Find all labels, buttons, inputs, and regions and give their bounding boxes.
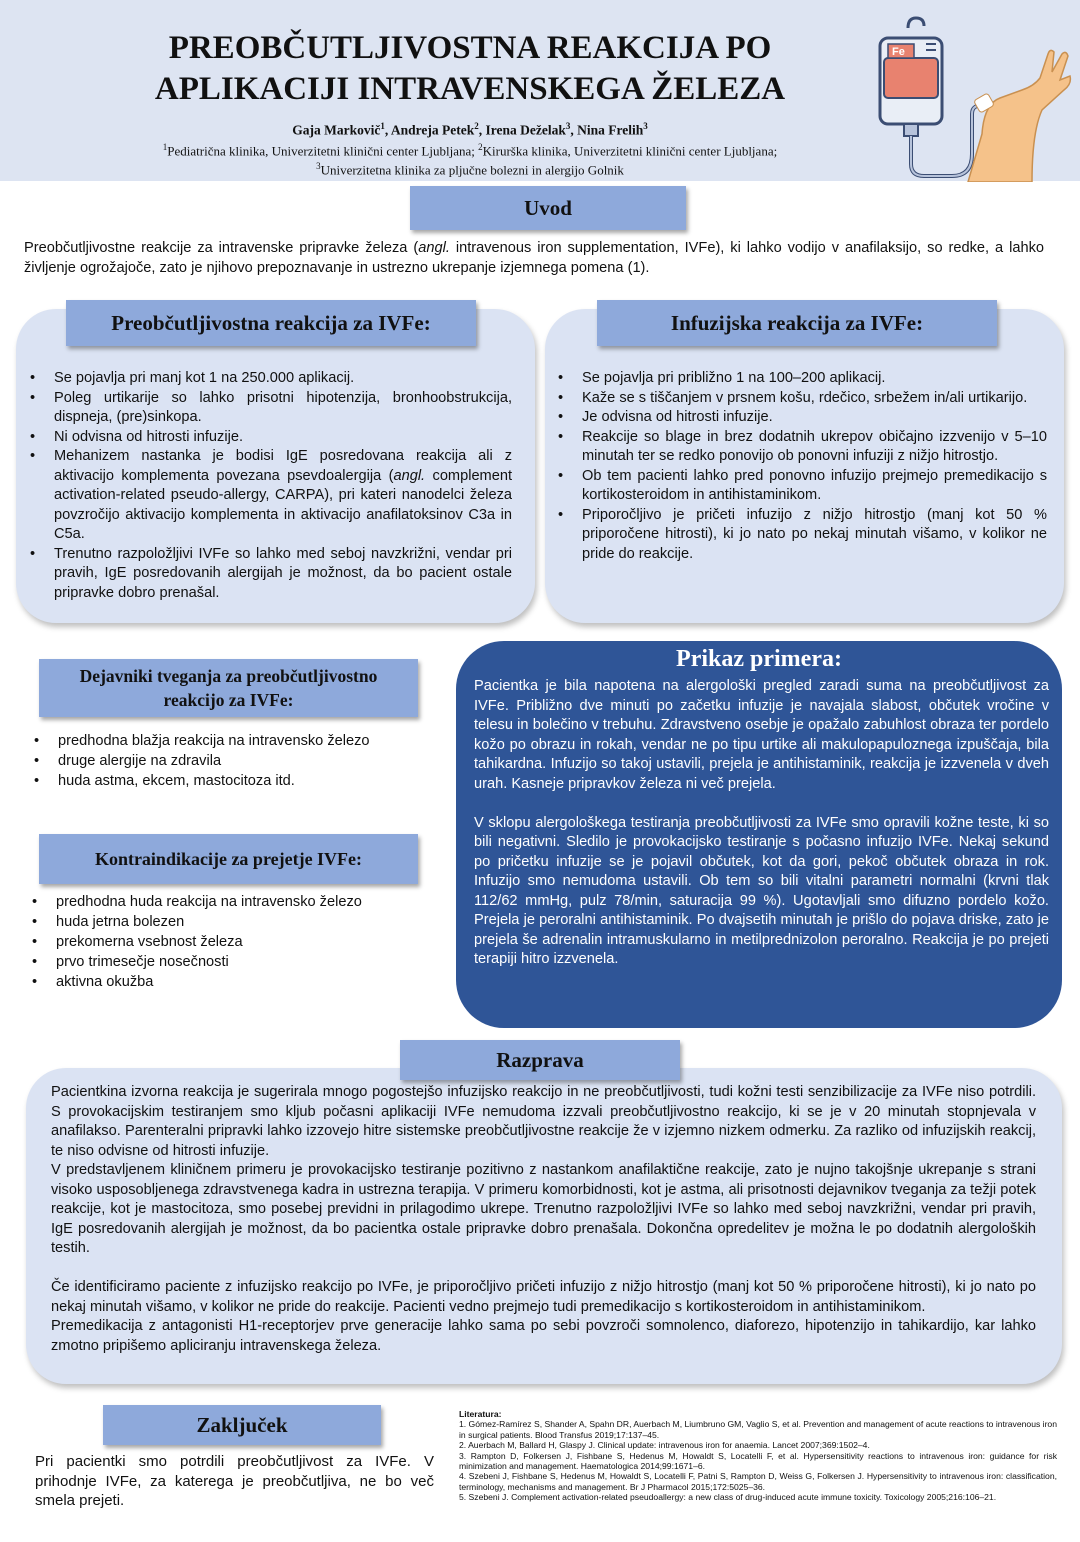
title-line-1: PREOBČUTLJIVOSTNA REAKCIJA PO xyxy=(168,30,772,66)
contra-list xyxy=(20,892,440,992)
contra-list-wrap xyxy=(20,892,440,992)
list-item: • Reakcije so blage in brez dodatnih ukrepov običajno izzvenijo v 5–10 minutah ter se redko ponovijo ob ponovni infuziji z nižjo hitrostjo. xyxy=(582,428,1047,467)
reference-item: 2. Auerbach M, Ballard H, Glaspy J. Clinical update: intravenous iron for anaemia. Lancet 2007;369:1502–4. xyxy=(459,1440,870,1451)
intro-text xyxy=(24,239,1044,278)
conclusion-text: Pri pacientki smo potrdili preobčutljivost za IVFe. V prihodnje IVFe, za katerega je preobčutljiva, ne bo več smela prejeti. xyxy=(35,1453,434,1509)
affil-sup: 1 xyxy=(162,142,168,152)
list-item: • Ni odvisna od hitrosti infuzije. xyxy=(54,428,512,448)
author-sup: 3 xyxy=(643,121,648,131)
list-item: • druge alergije na zdravila xyxy=(58,751,432,771)
reference-item: 1. Gómez-Ramírez S, Shander A, Spahn DR, Auerbach M, Liumbruno GM, Vaglio S, et al. Prevention and management of acute reactions to intravenous iron in surgical patients. Blood Transfus 2019;17:137–45. xyxy=(459,1419,1057,1440)
reference-item: 5. Szebeni J. Complement activation-related pseudoallergy: a new class of drug-induced acute immune toxicity. Toxicology 2005;216:106–21. xyxy=(459,1492,997,1503)
conclusion-heading: Zaključek xyxy=(103,1405,381,1445)
infusion-heading: Infuzijska reakcija za IVFe: xyxy=(597,300,997,346)
discussion-paragraph-3: Če identificiramo paciente z infuzijsko reakcijo po IVFe, je priporočljivo pričeti infuzijo z nižjo hitrostjo (manj kot 50 % priporočene hitrosti), ki jo nato po nekaj minutah višamo, v kolikor ne pride do reakcije. Pacienti vedno prejmejo tudi premedikacijo s kortikosteroidom in antihistaminikom. xyxy=(51,1279,1036,1315)
hypersensitivity-list-wrap xyxy=(18,369,512,603)
affil-sup: 2 xyxy=(478,142,483,152)
references-heading: Literatura: xyxy=(459,1409,502,1419)
contra-heading: Kontraindikacije za prejetje IVFe: xyxy=(39,834,418,884)
discussion-heading: Razprava xyxy=(400,1040,680,1080)
list-item: • Poleg urtikarije so lahko prisotni hipotenzija, bronhoobstrukcija, dispneja, (pre)sinkopa. xyxy=(54,389,512,428)
case-paragraph-2: V sklopu alergološkega testiranja preobčutljivosti za IVFe smo opravili kožne teste, ki so bili negativni. Sledilo je provokacijsko testiranje s počasno infuzijo IVFe. Nekaj sekund po pričetku infuzije se je pojavil občutek, kot da gori, pekoč občutek obraza in rok. Infuzijo smo nemudoma ustavili. Ob tem so bili vitalni parametri normalni (krvni tlak 112/62 mmHg, pulz 78/min, saturacija 99 %). Ugotavljali smo difuzno pordelo kožo. Prejela je peroralni antihistaminik. Po dvajsetih minutah je prišlo do pojava driske, zato je prejela še adrenalin intramuskularno in metilprednizolon peroralno. Reakcija je po prejeti terapiji hitro izzvenela. xyxy=(474,814,1049,967)
affiliations-line-2 xyxy=(60,161,880,178)
iv-bag-illustration xyxy=(872,14,1072,182)
arm-shape xyxy=(968,50,1070,182)
author-name: Andreja Petek xyxy=(390,122,475,138)
risk-list xyxy=(22,731,432,791)
list-item: • Je odvisna od hitrosti infuzije. xyxy=(582,408,1047,428)
list-item: • Ob tem pacienti lahko pred ponovno infuzijo prejmejo premedikacijo s kortikosteroidom in antihistaminikom. xyxy=(582,467,1047,506)
list-item: • prekomerna vsebnost železa xyxy=(56,932,440,952)
author-name: Gaja Markovič xyxy=(292,122,381,138)
hypersensitivity-list xyxy=(18,369,512,603)
author-sup: 2 xyxy=(474,121,479,131)
list-item: • Priporočljivo je pričeti infuzijo z nižjo hitrostjo (manj kot 50 % priporočene hitrosti), ki jo nato po nekaj minutah višamo, v kolikor ne pride do reakcije. xyxy=(582,506,1047,565)
risk-heading xyxy=(39,659,418,717)
discussion-paragraph-4: Premedikacija z antagonisti H1-receptorjev prve generacije lahko sama po sebi povzroči somnolenco, diaforezo, hipotenzijo in tahikardijo, kar lahko zmotno pripišemo apliciranju intravenskega železa. xyxy=(51,1318,1036,1354)
list-item: • huda jetrna bolezen xyxy=(56,912,440,932)
discussion-paragraph-2: V predstavljenem kliničnem primeru je provokacijsko testiranje pozitivno z nastankom anafilaktične reakcije, zato je nujno takojšnje ukrepanje s strani visoko usposobljenega zdravstvenega kadra in ustrezna terapija. V primeru komorbidnosti, kot je astma, ali prisotnosti dejavnikov tveganja za težji potek reakcije, kot je mastocitoza, smo posebej previdni in prilagodimo ukrepe. Trenutno razpoložljivi IVFe so lahko med seboj navzkrižni, vendar pri pravih, IgE posredovanih alergijah je možnost, da bo pacientka ostale pripravke dobro prenašala. Dokončna opredelitev je možna le po dodatnih alergoloških testih. xyxy=(51,1162,1036,1256)
hypersensitivity-heading: Preobčutljivostna reakcija za IVFe: xyxy=(66,300,476,346)
list-item: • Kaže se s tiščanjem v prsnem košu, rdečico, srbežem in/ali urtikarijo. xyxy=(582,389,1047,409)
affil-sup: 3 xyxy=(316,161,321,171)
intro-text-italic: angl. xyxy=(418,240,450,256)
affiliations-line-1 xyxy=(60,142,880,159)
list-item: • Se pojavlja pri približno 1 na 100–200 aplikacij. xyxy=(582,369,1047,389)
affil-text: Univerzitetna klinika za pljučne bolezni in alergijo Golnik xyxy=(320,162,624,178)
references xyxy=(459,1409,1057,1503)
list-item: • aktivna okužba xyxy=(56,972,440,992)
fe-label: Fe xyxy=(892,46,905,58)
drip-chamber xyxy=(904,124,918,136)
intro-text-after: intravenous iron supplementation, IVFe), ki lahko vodijo v anafilaksijo, so redke, a lahko življenje ogrožajoče, zato je njihovo prepoznavanje in ustrezno ukrepanje izjemnega pomena (1). xyxy=(24,240,1044,276)
author-sup: 1 xyxy=(380,121,385,131)
case-paragraph-1: Pacientka je bila napotena na alergološki pregled zaradi suma na preobčutljivost za IVFe. Približno dve minuti po začetku infuzije je navajala slabost, občutek vročine v telesu in bolečino v trebuhu. Zdravstveno osebje je opažalo zabuhlost obraza ter pordelo kožo po obrazu in rokah, vendar ne po tipu urtike ali makulopapuloznega izpuščaja, bila tahikardna. Infuzijo so takoj ustavili, prejela je antihistaminik, reakcija je izzvenela v dveh urah. Kasneje pripravkov železa ni več prejela. xyxy=(474,678,1049,792)
discussion-text xyxy=(51,1083,1036,1356)
risk-list-wrap xyxy=(22,731,432,791)
intro-heading: Uvod xyxy=(410,186,686,230)
list-item: • predhodna blažja reakcija na intravensko železo xyxy=(58,731,432,751)
bag-fluid xyxy=(884,58,938,98)
author-sup: 3 xyxy=(565,121,571,131)
list-item: • Se pojavlja pri manj kot 1 na 250.000 aplikacij. xyxy=(54,369,512,389)
list-item: • Mehanizem nastanka je bodisi IgE posredovana reakcija ali z aktivacijo komplementa povezana psevdoalergija (angl. complement activation-related pseudo-allergy, CARPA), pri kateri nanodelci železa povzročijo aktivacijo komplementa in aktivacijo anafilatoksinov C3a in C5a. xyxy=(54,447,512,545)
intro-text-before: Preobčutljivostne reakcije za intravenske pripravke železa ( xyxy=(24,240,419,256)
reference-item: 4. Szebeni J, Fishbane S, Hedenus M, Howaldt S, Locatelli F, Patni S, Rampton D, Weiss G, Folkersen J. Hypersensitivity to intravenous iron: classification, terminology, mechanisms and management. Br J Pharmacol 2015;172:5025–36. xyxy=(459,1471,1057,1492)
list-item: • huda astma, ekcem, mastocitoza itd. xyxy=(58,771,432,791)
reference-item: 3. Rampton D, Folkersen J, Fishbane S, Hedenus M, Howaldt S, Locatelli F, et al. Hypersensitivity reactions to intravenous iron: guidance for risk minimization and management. Haematologica 2014;99:1671–6. xyxy=(459,1450,1057,1472)
case-text xyxy=(474,677,1049,970)
list-item: • Trenutno razpoložljivi IVFe so lahko med seboj navzkrižni, vendar pri pravih, IgE posredovanih alergijah je možnost, da bo pacient ostale pripravke dobro prenašal. xyxy=(54,545,512,604)
risk-heading-line-2: reakcijo za IVFe: xyxy=(163,690,294,710)
title-line-2: APLIKACIJI INTRAVENSKEGA ŽELEZA xyxy=(154,71,786,107)
case-heading: Prikaz primera: xyxy=(676,646,842,672)
list-item: • prvo trimesečje nosečnosti xyxy=(56,952,440,972)
author-name: Nina Frelih xyxy=(577,122,644,138)
discussion-paragraph-1: Pacientkina izvorna reakcija je sugerirala mnogo pogostejšo infuzijsko reakcijo in ne preobčutljivosti, tudi kožni testi senzibilizacije za IVFe niso potrdili. S provokacijskim testiranjem smo kljub počasni aplikaciji IVFe nemudoma izzvali preobčutljivostno reakcijo, ki se je v 20 minutah stopnjevala v anafilakso. Parenteralni pripravki lahko izzovejo hitre sistemske preobčutljivostne reakcije že v izjemno nizkem odmerku. Za razliko od infuzijskih reakcij, te niso odvisne od hitrosti infuzije. xyxy=(51,1084,1036,1159)
infusion-list-wrap xyxy=(546,369,1047,564)
authors: Gaja Markovič$^1$, Andreja Petek$^2$, Irena Deželak$^3$, Nina Frelih$^3$ xyxy=(292,121,648,138)
risk-heading-line-1: Dejavniki tveganja za preobčutljivostno xyxy=(79,666,378,686)
list-item: • predhodna huda reakcija na intravensko železo xyxy=(56,892,440,912)
author-name: Irena Deželak xyxy=(485,122,566,138)
affil-text: Pediatrična klinika, Univerzitetni klinični center Ljubljana; xyxy=(167,143,479,159)
poster-title xyxy=(90,28,850,110)
infusion-list xyxy=(546,369,1047,564)
hook-shape xyxy=(908,18,924,28)
affil-text: Kirurška klinika, Univerzitetni klinični center Ljubljana; xyxy=(482,143,778,159)
